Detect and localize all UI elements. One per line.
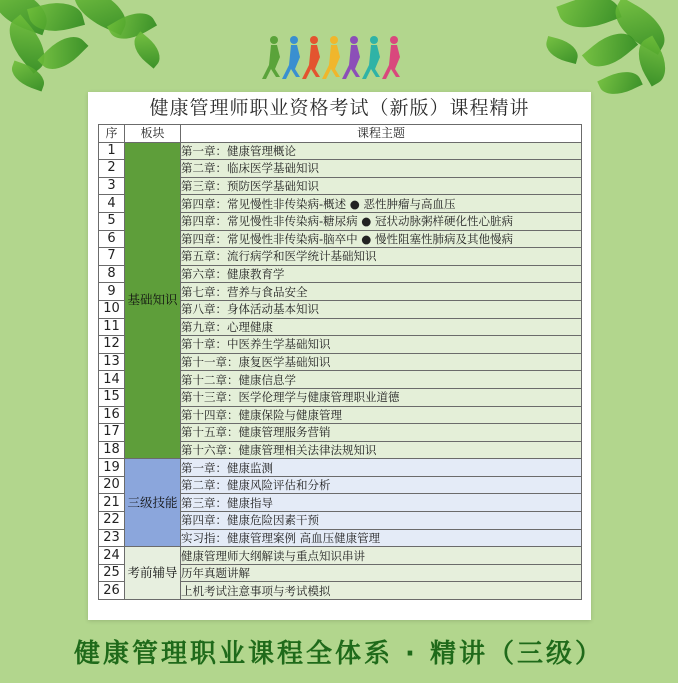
- block-label: 三级技能: [125, 459, 181, 547]
- row-number: 15: [99, 388, 125, 406]
- course-table: [98, 124, 582, 600]
- block-label: 考前辅导: [125, 547, 181, 600]
- course-topic: 第二章：健康风险评估和分析: [181, 476, 582, 494]
- course-topic: 历年真题讲解: [181, 564, 582, 582]
- row-number: 20: [99, 476, 125, 494]
- row-number: 23: [99, 529, 125, 547]
- row-number: 22: [99, 512, 125, 530]
- row-number: 14: [99, 371, 125, 389]
- table-body: [99, 142, 582, 599]
- row-number: 12: [99, 336, 125, 354]
- course-topic: 第十章：中医养生学基础知识: [181, 336, 582, 354]
- course-topic: 第七章：营养与食品安全: [181, 283, 582, 301]
- course-topic: 第十二章：健康信息学: [181, 371, 582, 389]
- course-topic: 第十五章：健康管理服务营销: [181, 424, 582, 442]
- row-number: 18: [99, 441, 125, 459]
- header-topic: 课程主题: [181, 125, 582, 143]
- row-number: 17: [99, 424, 125, 442]
- course-card: [88, 92, 591, 620]
- row-number: 19: [99, 459, 125, 477]
- page-title: 健康管理师职业资格考试（新版）课程精讲: [149, 97, 530, 119]
- row-number: 10: [99, 300, 125, 318]
- row-number: 25: [99, 564, 125, 582]
- course-topic: 第四章：健康危险因素干预: [181, 512, 582, 530]
- leaf-icon: [556, 0, 621, 37]
- course-topic: 第十一章：康复医学基础知识: [181, 353, 582, 371]
- course-topic: 第一章：健康管理概论: [181, 142, 582, 160]
- runners-icon: [262, 34, 412, 80]
- footer-banner: 健康管理职业课程全体系 · 精讲（三级）: [74, 639, 604, 669]
- course-topic: 第十四章：健康保险与健康管理: [181, 406, 582, 424]
- course-topic: 第九章：心理健康: [181, 318, 582, 336]
- row-number: 2: [99, 160, 125, 178]
- row-number: 21: [99, 494, 125, 512]
- course-topic: 第三章：健康指导: [181, 494, 582, 512]
- row-number: 8: [99, 265, 125, 283]
- course-topic: 第四章：常见慢性非传染病-糖尿病 ● 冠状动脉粥样硬化性心脏病: [181, 212, 582, 230]
- row-number: 9: [99, 283, 125, 301]
- row-number: 4: [99, 195, 125, 213]
- course-topic: 第三章：预防医学基础知识: [181, 177, 582, 195]
- table-row: [99, 547, 582, 565]
- course-topic: 健康管理师大纲解读与重点知识串讲: [181, 547, 582, 565]
- course-topic: 第六章：健康教育学: [181, 265, 582, 283]
- leaf-icon: [543, 36, 581, 64]
- course-topic: 第四章：常见慢性非传染病-脑卒中 ● 慢性阻塞性肺病及其他慢病: [181, 230, 582, 248]
- course-topic: 第十六章：健康管理相关法律法规知识: [181, 441, 582, 459]
- course-topic: 第二章：临床医学基础知识: [181, 160, 582, 178]
- row-number: 3: [99, 177, 125, 195]
- row-number: 13: [99, 353, 125, 371]
- row-number: 6: [99, 230, 125, 248]
- course-topic: 第八章：身体活动基本知识: [181, 300, 582, 318]
- row-number: 16: [99, 406, 125, 424]
- table-row: [99, 459, 582, 477]
- course-topic: 第十三章：医学伦理学与健康管理职业道德: [181, 388, 582, 406]
- course-topic: 实习指：健康管理案例 高血压健康管理: [181, 529, 582, 547]
- header-seq: 序: [99, 125, 125, 143]
- row-number: 26: [99, 582, 125, 600]
- row-number: 24: [99, 547, 125, 565]
- course-topic: 第一章：健康监测: [181, 459, 582, 477]
- course-topic: 第四章：常见慢性非传染病-概述 ● 恶性肿瘤与高血压: [181, 195, 582, 213]
- course-topic: 上机考试注意事项与考试模拟: [181, 582, 582, 600]
- row-number: 5: [99, 212, 125, 230]
- table-header-row: [99, 125, 582, 143]
- row-number: 11: [99, 318, 125, 336]
- course-topic: 第五章：流行病学和医学统计基础知识: [181, 248, 582, 266]
- row-number: 1: [99, 142, 125, 160]
- table-row: [99, 142, 582, 160]
- header-block: 板块: [125, 125, 181, 143]
- leaf-icon: [38, 28, 89, 79]
- block-label: 基础知识: [125, 142, 181, 459]
- row-number: 7: [99, 248, 125, 266]
- leaf-icon: [597, 65, 643, 102]
